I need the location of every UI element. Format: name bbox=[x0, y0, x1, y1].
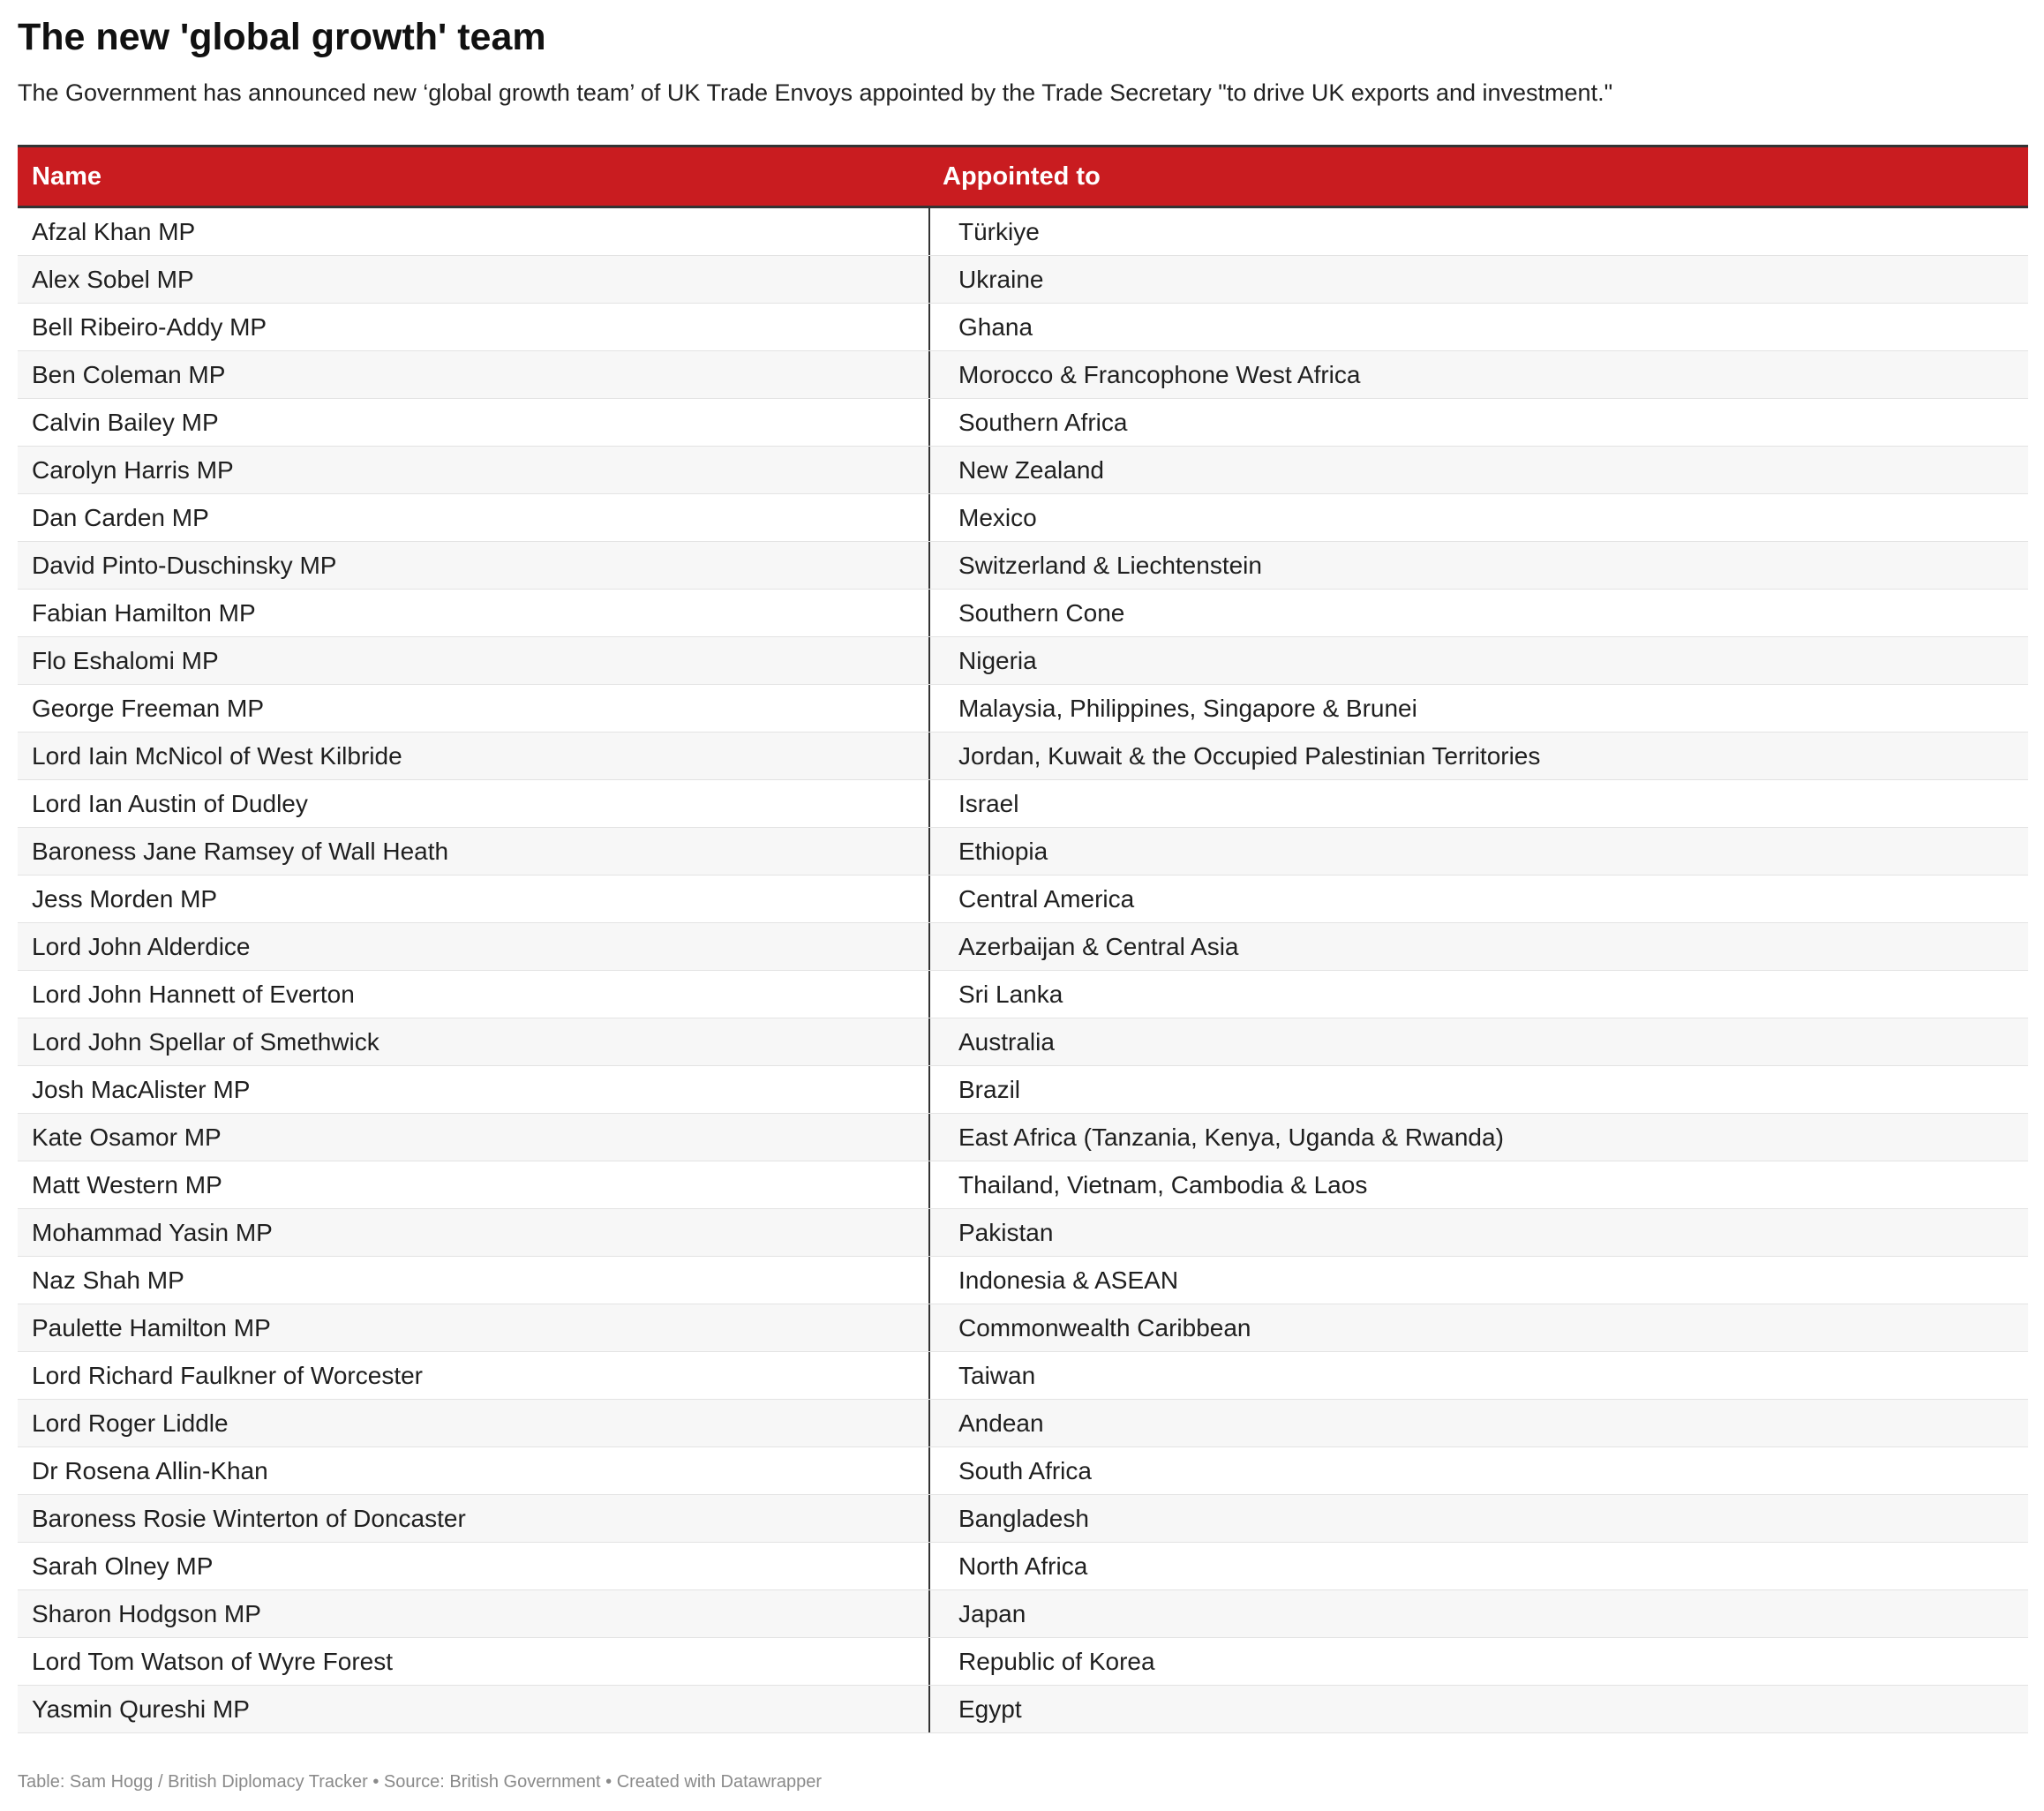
cell-appointed-to: Egypt bbox=[958, 1695, 1022, 1723]
envoy-table bbox=[18, 145, 2028, 1733]
cell-appointed-to: Thailand, Vietnam, Cambodia & Laos bbox=[958, 1171, 1368, 1199]
table-row bbox=[18, 685, 2028, 733]
table-body bbox=[18, 208, 2028, 1733]
cell-name: Naz Shah MP bbox=[18, 1257, 930, 1304]
cell-name: Afzal Khan MP bbox=[18, 208, 930, 255]
cell-name: Dan Carden MP bbox=[18, 494, 930, 541]
cell-appointed-to: Nigeria bbox=[958, 647, 1037, 674]
cell-appointed-to: New Zealand bbox=[958, 456, 1104, 484]
cell-name: Calvin Bailey MP bbox=[18, 399, 930, 446]
cell-name: Lord Richard Faulkner of Worcester bbox=[18, 1352, 930, 1399]
cell-name: Bell Ribeiro-Addy MP bbox=[18, 304, 930, 350]
cell-appointed-to: Malaysia, Philippines, Singapore & Brunei bbox=[958, 695, 1417, 722]
cell-appointed-to: Australia bbox=[958, 1028, 1055, 1056]
cell-name: Lord Roger Liddle bbox=[18, 1400, 930, 1447]
cell-appointed-to: Southern Africa bbox=[958, 409, 1128, 436]
table-row bbox=[18, 447, 2028, 494]
table-row bbox=[18, 1543, 2028, 1590]
cell-name: Sharon Hodgson MP bbox=[18, 1590, 930, 1637]
table-row bbox=[18, 1352, 2028, 1400]
cell-appointed-to: East Africa (Tanzania, Kenya, Uganda & Rwanda) bbox=[958, 1123, 1504, 1151]
table-row bbox=[18, 923, 2028, 971]
chart-subtitle: The Government has announced new ‘global growth team’ of UK Trade Envoys appointed by the Trade Secretary "to drive UK exports and investment." bbox=[18, 79, 1613, 106]
table-row bbox=[18, 351, 2028, 399]
cell-appointed-to: Sri Lanka bbox=[958, 981, 1063, 1008]
cell-name: George Freeman MP bbox=[18, 685, 930, 732]
cell-name: Lord John Alderdice bbox=[18, 923, 930, 970]
table-row bbox=[18, 1018, 2028, 1066]
cell-appointed-to: North Africa bbox=[958, 1552, 1088, 1580]
chart-title: The new 'global growth' team bbox=[18, 16, 546, 58]
cell-appointed-to: Türkiye bbox=[958, 218, 1040, 245]
table-row bbox=[18, 733, 2028, 780]
table-header-row bbox=[18, 145, 2028, 208]
cell-name: Kate Osamor MP bbox=[18, 1114, 930, 1161]
cell-name: Lord Iain McNicol of West Kilbride bbox=[18, 733, 930, 779]
cell-appointed-to: Indonesia & ASEAN bbox=[958, 1266, 1179, 1294]
table-row bbox=[18, 1638, 2028, 1686]
cell-appointed-to: Brazil bbox=[958, 1076, 1021, 1103]
table-row bbox=[18, 780, 2028, 828]
table-row bbox=[18, 1686, 2028, 1733]
cell-appointed-to: Taiwan bbox=[958, 1362, 1036, 1389]
table-row bbox=[18, 1257, 2028, 1304]
cell-appointed-to: Bangladesh bbox=[958, 1505, 1089, 1532]
cell-name: Lord Ian Austin of Dudley bbox=[18, 780, 930, 827]
cell-name: Baroness Rosie Winterton of Doncaster bbox=[18, 1495, 930, 1542]
cell-name: Mohammad Yasin MP bbox=[18, 1209, 930, 1256]
table-row bbox=[18, 828, 2028, 875]
cell-name: Yasmin Qureshi MP bbox=[18, 1686, 930, 1732]
table-row bbox=[18, 1114, 2028, 1161]
table-row bbox=[18, 1590, 2028, 1638]
cell-name: Carolyn Harris MP bbox=[18, 447, 930, 493]
cell-appointed-to: Pakistan bbox=[958, 1219, 1054, 1246]
table-row bbox=[18, 1447, 2028, 1495]
table-row bbox=[18, 494, 2028, 542]
cell-name: David Pinto-Duschinsky MP bbox=[18, 542, 930, 589]
column-header-appointed-to[interactable]: Appointed to bbox=[943, 162, 1101, 191]
cell-name: Fabian Hamilton MP bbox=[18, 590, 930, 636]
table-row bbox=[18, 542, 2028, 590]
table-row bbox=[18, 1304, 2028, 1352]
cell-appointed-to: Israel bbox=[958, 790, 1019, 817]
cell-name: Lord John Spellar of Smethwick bbox=[18, 1018, 930, 1065]
cell-appointed-to: Switzerland & Liechtenstein bbox=[958, 552, 1262, 579]
cell-appointed-to: Ghana bbox=[958, 313, 1033, 341]
cell-name: Alex Sobel MP bbox=[18, 256, 930, 303]
table-row bbox=[18, 256, 2028, 304]
cell-name: Sarah Olney MP bbox=[18, 1543, 930, 1589]
table-row bbox=[18, 971, 2028, 1018]
cell-name: Matt Western MP bbox=[18, 1161, 930, 1208]
cell-name: Paulette Hamilton MP bbox=[18, 1304, 930, 1351]
cell-name: Flo Eshalomi MP bbox=[18, 637, 930, 684]
table-row bbox=[18, 875, 2028, 923]
cell-name: Lord John Hannett of Everton bbox=[18, 971, 930, 1018]
cell-appointed-to: Andean bbox=[958, 1409, 1044, 1437]
cell-appointed-to: Morocco & Francophone West Africa bbox=[958, 361, 1361, 388]
table-row bbox=[18, 1161, 2028, 1209]
cell-name: Ben Coleman MP bbox=[18, 351, 930, 398]
table-row bbox=[18, 304, 2028, 351]
table-row bbox=[18, 1400, 2028, 1447]
table-row bbox=[18, 590, 2028, 637]
cell-appointed-to: Ukraine bbox=[958, 266, 1044, 293]
table-row bbox=[18, 1495, 2028, 1543]
table-row bbox=[18, 1066, 2028, 1114]
cell-appointed-to: South Africa bbox=[958, 1457, 1092, 1484]
cell-name: Lord Tom Watson of Wyre Forest bbox=[18, 1638, 930, 1685]
table-row bbox=[18, 1209, 2028, 1257]
cell-appointed-to: Japan bbox=[958, 1600, 1026, 1627]
cell-appointed-to: Republic of Korea bbox=[958, 1648, 1155, 1675]
cell-name: Jess Morden MP bbox=[18, 875, 930, 922]
chart-footer: Table: Sam Hogg / British Diplomacy Tracker • Source: British Government • Created with Datawrapper bbox=[18, 1772, 823, 1792]
cell-name: Dr Rosena Allin-Khan bbox=[18, 1447, 930, 1494]
cell-name: Josh MacAlister MP bbox=[18, 1066, 930, 1113]
column-header-name[interactable]: Name bbox=[32, 162, 101, 191]
cell-appointed-to: Azerbaijan & Central Asia bbox=[958, 933, 1239, 960]
cell-appointed-to: Commonwealth Caribbean bbox=[958, 1314, 1251, 1341]
cell-appointed-to: Southern Cone bbox=[958, 599, 1125, 627]
cell-name: Baroness Jane Ramsey of Wall Heath bbox=[18, 828, 930, 875]
cell-appointed-to: Ethiopia bbox=[958, 838, 1048, 865]
cell-appointed-to: Central America bbox=[958, 885, 1135, 913]
cell-appointed-to: Mexico bbox=[958, 504, 1037, 531]
cell-appointed-to: Jordan, Kuwait & the Occupied Palestinian Territories bbox=[958, 742, 1541, 770]
table-row bbox=[18, 208, 2028, 256]
table-row bbox=[18, 399, 2028, 447]
table-row bbox=[18, 637, 2028, 685]
